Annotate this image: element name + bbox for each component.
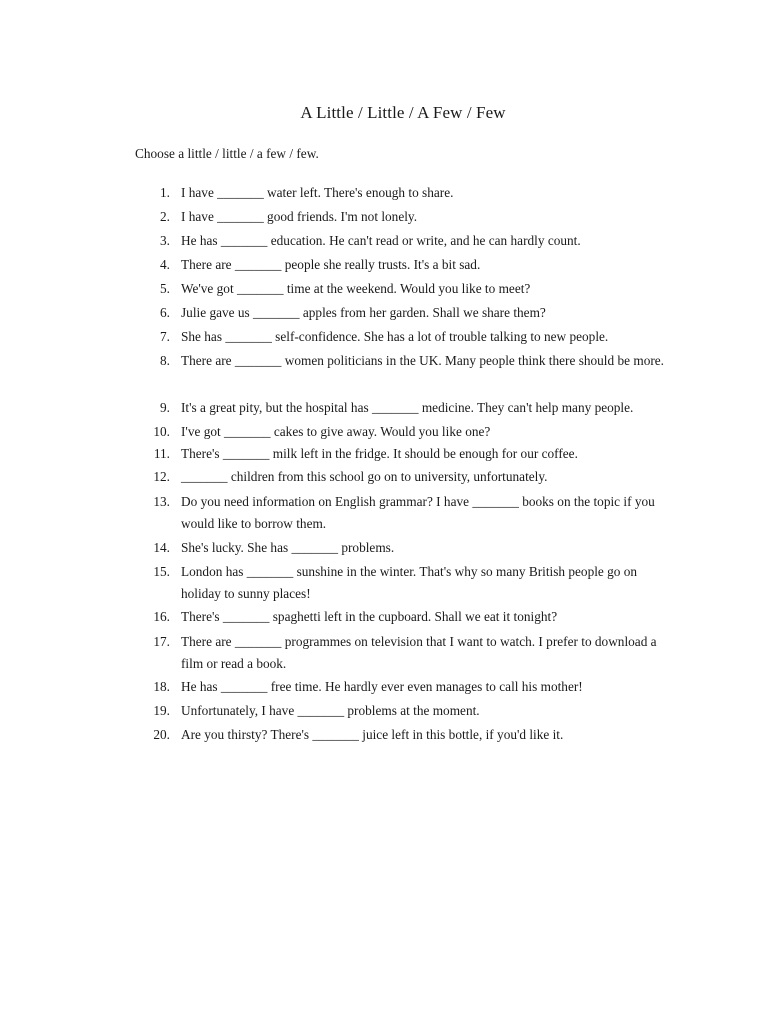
- exercise-item: [0, 206, 680, 228]
- exercise-sentence: He has _______ education. He can't read or write, and he can hardly count.: [181, 233, 581, 248]
- exercise-sentence: Are you thirsty? There's _______ juice left in this bottle, if you'd like it.: [181, 727, 564, 742]
- exercise-sentence: I have _______ good friends. I'm not lonely.: [181, 209, 418, 224]
- exercise-sentence: There are _______ people she really trusts. It's a bit sad.: [181, 257, 481, 272]
- exercise-sentence: There are _______ programmes on television that I want to watch. I prefer to download a film or read a book.: [181, 634, 657, 671]
- exercise-item: [0, 278, 680, 300]
- worksheet-instructions: Choose a little / little / a few / few.: [135, 146, 319, 161]
- exercise-number: 5.: [160, 281, 170, 296]
- exercise-item: [0, 676, 680, 698]
- exercise-sentence: It's a great pity, but the hospital has _______ medicine. They can't help many people.: [181, 400, 634, 415]
- exercise-number: 1.: [160, 185, 170, 200]
- exercise-item: [0, 606, 680, 628]
- exercise-item: [0, 302, 680, 324]
- exercise-item: [0, 350, 680, 396]
- exercise-item: [0, 443, 680, 465]
- exercise-number: 11.: [153, 446, 170, 461]
- exercise-number: 14.: [153, 540, 170, 555]
- exercise-number: 10.: [153, 424, 170, 439]
- exercise-number: 8.: [160, 353, 170, 368]
- exercise-item: [0, 182, 680, 204]
- exercise-sentence: London has _______ sunshine in the winter. That's why so many British people go on holiday to sunny places!: [181, 564, 638, 601]
- exercise-number: 2.: [160, 209, 170, 224]
- exercise-item: [0, 700, 680, 722]
- exercise-number: 15.: [153, 564, 170, 579]
- exercise-number: 12.: [153, 469, 170, 484]
- exercise-item: [0, 230, 680, 252]
- exercise-number: 9.: [160, 400, 170, 415]
- exercise-number: 18.: [153, 679, 170, 694]
- worksheet-title: A Little / Little / A Few / Few: [300, 103, 506, 122]
- exercise-number: 7.: [160, 329, 170, 344]
- exercise-item: [0, 466, 680, 488]
- exercise-item: [0, 326, 680, 348]
- exercise-sentence: I've got _______ cakes to give away. Would you like one?: [181, 424, 491, 439]
- exercise-sentence: Julie gave us _______ apples from her garden. Shall we share them?: [181, 305, 546, 320]
- exercise-sentence: She has _______ self-confidence. She has a lot of trouble talking to new people.: [181, 329, 609, 344]
- exercise-sentence: There are _______ women politicians in the UK. Many people think there should be more.: [181, 353, 664, 368]
- exercise-item: [0, 421, 680, 443]
- exercise-number: 3.: [160, 233, 170, 248]
- exercise-sentence: He has _______ free time. He hardly ever even manages to call his mother!: [181, 679, 583, 694]
- exercise-number: 6.: [160, 305, 170, 320]
- exercise-sentence: Do you need information on English grammar? I have _______ books on the topic if you would like to borrow them.: [181, 494, 655, 531]
- exercise-sentence: She's lucky. She has _______ problems.: [181, 540, 395, 555]
- exercise-number: 19.: [153, 703, 170, 718]
- exercise-sentence: There's _______ spaghetti left in the cupboard. Shall we eat it tonight?: [181, 609, 558, 624]
- exercise-sentence: There's _______ milk left in the fridge. It should be enough for our coffee.: [181, 446, 578, 461]
- exercise-number: 13.: [153, 494, 170, 509]
- exercise-sentence: I have _______ water left. There's enough to share.: [181, 185, 454, 200]
- exercise-number: 4.: [160, 257, 170, 272]
- exercise-item: [0, 491, 680, 537]
- exercise-sentence: Unfortunately, I have _______ problems at the moment.: [181, 703, 480, 718]
- exercise-item: [0, 561, 680, 607]
- exercise-number: 20.: [153, 727, 170, 742]
- exercise-item: [0, 631, 680, 677]
- exercise-item: [0, 254, 680, 276]
- exercise-sentence: _______ children from this school go on to university, unfortunately.: [181, 469, 548, 484]
- exercise-item: [0, 537, 680, 559]
- exercise-sentence: We've got _______ time at the weekend. Would you like to meet?: [181, 281, 531, 296]
- exercise-number: 16.: [153, 609, 170, 624]
- exercise-item: [0, 397, 680, 419]
- exercise-number: 17.: [153, 634, 170, 649]
- exercise-item: [0, 724, 680, 746]
